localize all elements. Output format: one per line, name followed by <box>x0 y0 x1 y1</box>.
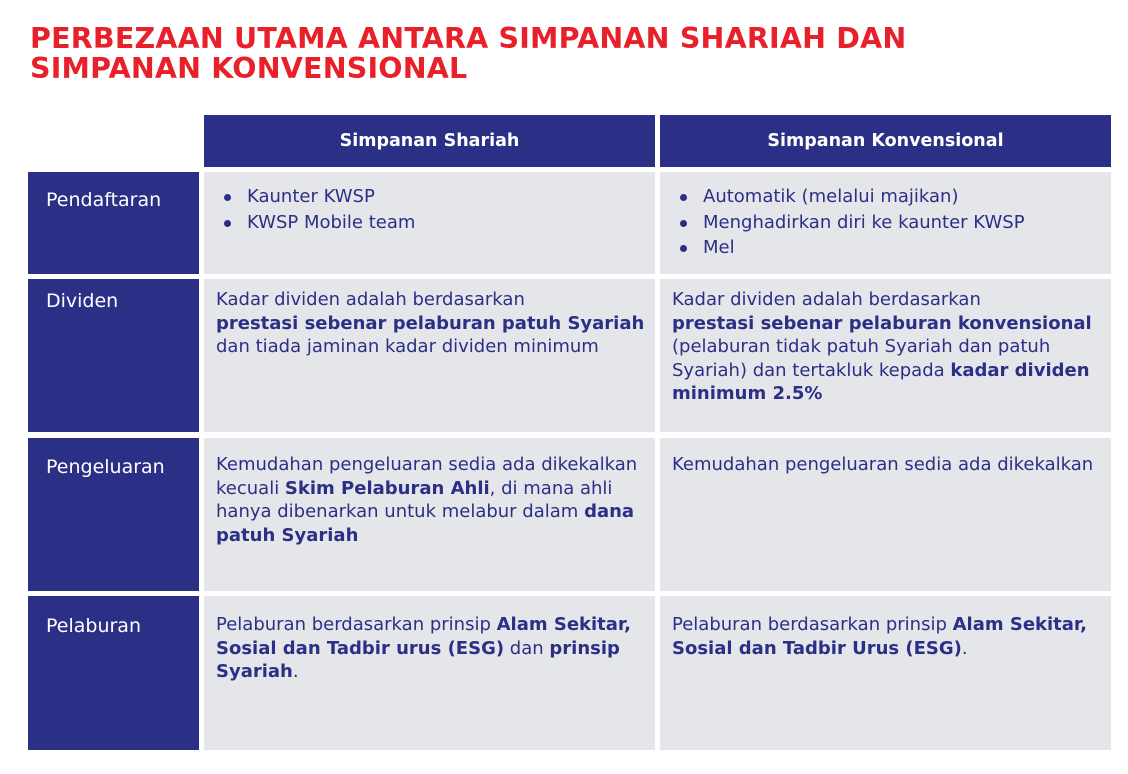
list-item: Mel <box>672 235 1105 261</box>
cell-pendaftaran-shariah <box>204 172 655 274</box>
cell-pengeluaran-konvensional <box>660 438 1111 591</box>
cell-pengeluaran-shariah <box>204 438 655 591</box>
cell-text: . <box>292 661 299 682</box>
cell-text: (pelaburan tidak patuh Syariah dan patuh Syariah) dan tertakluk kepada <box>672 336 1051 381</box>
cell-pendaftaran-konvensional <box>660 172 1111 274</box>
cell-bold-text: kadar dividen minimum 2.5% <box>672 359 1090 404</box>
bullet-list <box>216 184 649 235</box>
cell-bold-text: prestasi sebenar pelaburan konvensional <box>672 312 1092 334</box>
cell-text: Kemudahan pengeluaran sedia ada dikekalkan <box>672 454 1094 475</box>
list-item: KWSP Mobile team <box>216 210 649 236</box>
row-label-dividen: Dividen <box>28 279 199 432</box>
cell-text: . <box>961 637 968 659</box>
cell-bold-text: Alam Sekitar, Sosial dan Tadbir urus (ESG) <box>216 614 631 659</box>
cell-text: Kemudahan pengeluaran sedia ada dikekalkan kecuali <box>216 454 638 499</box>
list-item: Automatik (melalui majikan) <box>672 184 1105 210</box>
page-title <box>30 24 1030 84</box>
cell-text: Kadar dividen adalah berdasarkan <box>216 289 525 310</box>
list-item: Menghadirkan diri ke kaunter KWSP <box>672 210 1105 236</box>
row-label-pelaburan: Pelaburan <box>28 596 199 750</box>
page-title-line-1: PERBEZAAN UTAMA ANTARA SIMPANAN SHARIAH DAN <box>30 22 907 55</box>
list-item: Kaunter KWSP <box>216 184 649 210</box>
cell-text: Pelaburan berdasarkan prinsip <box>672 614 953 635</box>
cell-pelaburan-shariah <box>204 596 655 750</box>
cell-text: Pelaburan berdasarkan prinsip <box>216 614 497 635</box>
cell-text: , di mana ahli hanya dibenarkan untuk melabur dalam <box>216 477 613 522</box>
column-header-konvensional: Simpanan Konvensional <box>660 115 1111 167</box>
cell-bold-text: prinsip Syariah <box>216 637 620 682</box>
cell-bold-text: Alam Sekitar, Sosial dan Tadbir Urus (ESG) <box>672 614 1087 659</box>
cell-text: dan tiada jaminan kadar dividen minimum <box>216 336 599 357</box>
row-label-pendaftaran: Pendaftaran <box>28 172 199 274</box>
cell-pelaburan-konvensional <box>660 596 1111 750</box>
cell-bold-text: prestasi sebenar pelaburan patuh Syariah <box>216 312 645 334</box>
cell-bold-text: Skim Pelaburan Ahli <box>284 477 490 499</box>
cell-text: Kadar dividen adalah berdasarkan <box>672 289 981 310</box>
row-label-pengeluaran: Pengeluaran <box>28 438 199 591</box>
cell-dividen-shariah <box>204 279 655 432</box>
page-title-line-2: SIMPANAN KONVENSIONAL <box>30 52 468 85</box>
cell-dividen-konvensional <box>660 279 1111 432</box>
bullet-list <box>672 184 1105 261</box>
column-header-shariah: Simpanan Shariah <box>204 115 655 167</box>
cell-text: dan <box>504 637 550 659</box>
cell-bold-text: dana patuh Syariah <box>216 501 635 546</box>
